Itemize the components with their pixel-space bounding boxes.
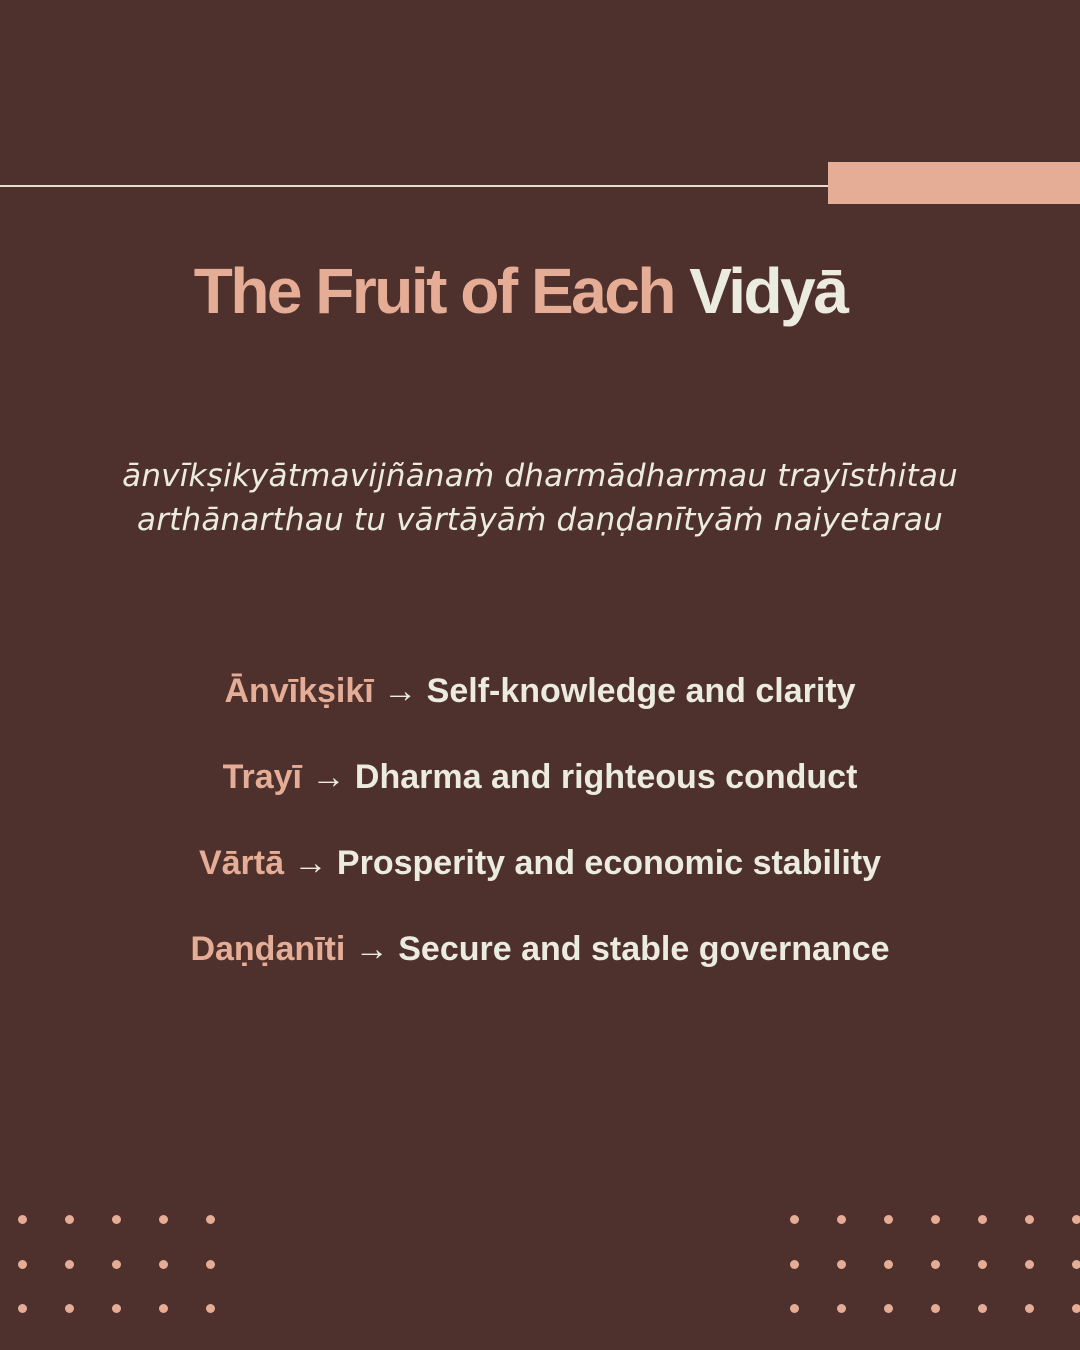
decorative-dot bbox=[159, 1215, 168, 1224]
slide-title bbox=[0, 252, 1040, 330]
arrow-icon: → bbox=[293, 844, 328, 882]
decorative-dot bbox=[112, 1260, 121, 1269]
decorative-dot bbox=[978, 1260, 987, 1269]
sanskrit-verse bbox=[0, 454, 1080, 542]
decorative-dot bbox=[1072, 1215, 1080, 1224]
decorative-dot bbox=[931, 1260, 940, 1269]
fruit-text: Prosperity and economic stability bbox=[336, 844, 882, 882]
verse-line-2: arthānarthau tu vārtāyāṁ daṇḍanītyāṁ naiyetarau bbox=[137, 502, 943, 538]
accent-bar bbox=[828, 162, 1080, 204]
fruit-item-anviksiki bbox=[0, 664, 1080, 750]
dot-pattern-right bbox=[790, 1215, 1080, 1313]
decorative-dot bbox=[790, 1260, 799, 1269]
fruits-list bbox=[0, 664, 1080, 1008]
vidya-name: Ānvīkṣikī bbox=[224, 672, 374, 710]
fruit-item-varta bbox=[0, 836, 1080, 922]
verse-line-1: ānvīkṣikyātmavijñānaṁ dharmādharmau trayīsthitau bbox=[122, 458, 958, 494]
dot-pattern-left bbox=[18, 1215, 216, 1313]
fruit-text: Dharma and righteous conduct bbox=[354, 758, 858, 796]
decorative-dot bbox=[112, 1215, 121, 1224]
decorative-dot bbox=[112, 1304, 121, 1313]
decorative-dot bbox=[206, 1215, 215, 1224]
decorative-dot bbox=[18, 1215, 27, 1224]
header-rule-line bbox=[0, 185, 828, 187]
decorative-dot bbox=[1072, 1260, 1080, 1269]
fruit-text: Self-knowledge and clarity bbox=[426, 672, 856, 710]
decorative-dot bbox=[65, 1215, 74, 1224]
decorative-dot bbox=[18, 1304, 27, 1313]
decorative-dot bbox=[837, 1260, 846, 1269]
decorative-dot bbox=[978, 1215, 987, 1224]
arrow-icon: → bbox=[383, 672, 418, 710]
title-highlight-text: Vidyā bbox=[689, 255, 847, 327]
decorative-dot bbox=[978, 1304, 987, 1313]
fruit-item-dandaniti bbox=[0, 922, 1080, 1008]
decorative-dot bbox=[65, 1304, 74, 1313]
decorative-dot bbox=[790, 1215, 799, 1224]
vidya-name: Vārtā bbox=[198, 844, 284, 882]
decorative-dot bbox=[931, 1215, 940, 1224]
decorative-dot bbox=[206, 1304, 215, 1313]
decorative-dot bbox=[159, 1260, 168, 1269]
decorative-dot bbox=[884, 1304, 893, 1313]
vidya-name: Trayī bbox=[222, 758, 302, 796]
decorative-dot bbox=[65, 1260, 74, 1269]
decorative-dot bbox=[837, 1304, 846, 1313]
decorative-dot bbox=[206, 1260, 215, 1269]
decorative-dot bbox=[159, 1304, 168, 1313]
decorative-dot bbox=[1072, 1304, 1080, 1313]
decorative-dot bbox=[837, 1215, 846, 1224]
fruit-item-trayi bbox=[0, 750, 1080, 836]
decorative-dot bbox=[884, 1215, 893, 1224]
decorative-dot bbox=[18, 1260, 27, 1269]
arrow-icon: → bbox=[354, 930, 389, 968]
decorative-dot bbox=[1025, 1260, 1034, 1269]
vidya-name: Daṇḍanīti bbox=[190, 930, 346, 968]
decorative-dot bbox=[931, 1304, 940, 1313]
decorative-dot bbox=[884, 1260, 893, 1269]
title-accent-text: The Fruit of Each bbox=[193, 255, 690, 327]
arrow-icon: → bbox=[311, 758, 346, 796]
fruit-text: Secure and stable governance bbox=[398, 930, 890, 968]
decorative-dot bbox=[1025, 1304, 1034, 1313]
decorative-dot bbox=[1025, 1215, 1034, 1224]
decorative-dot bbox=[790, 1304, 799, 1313]
